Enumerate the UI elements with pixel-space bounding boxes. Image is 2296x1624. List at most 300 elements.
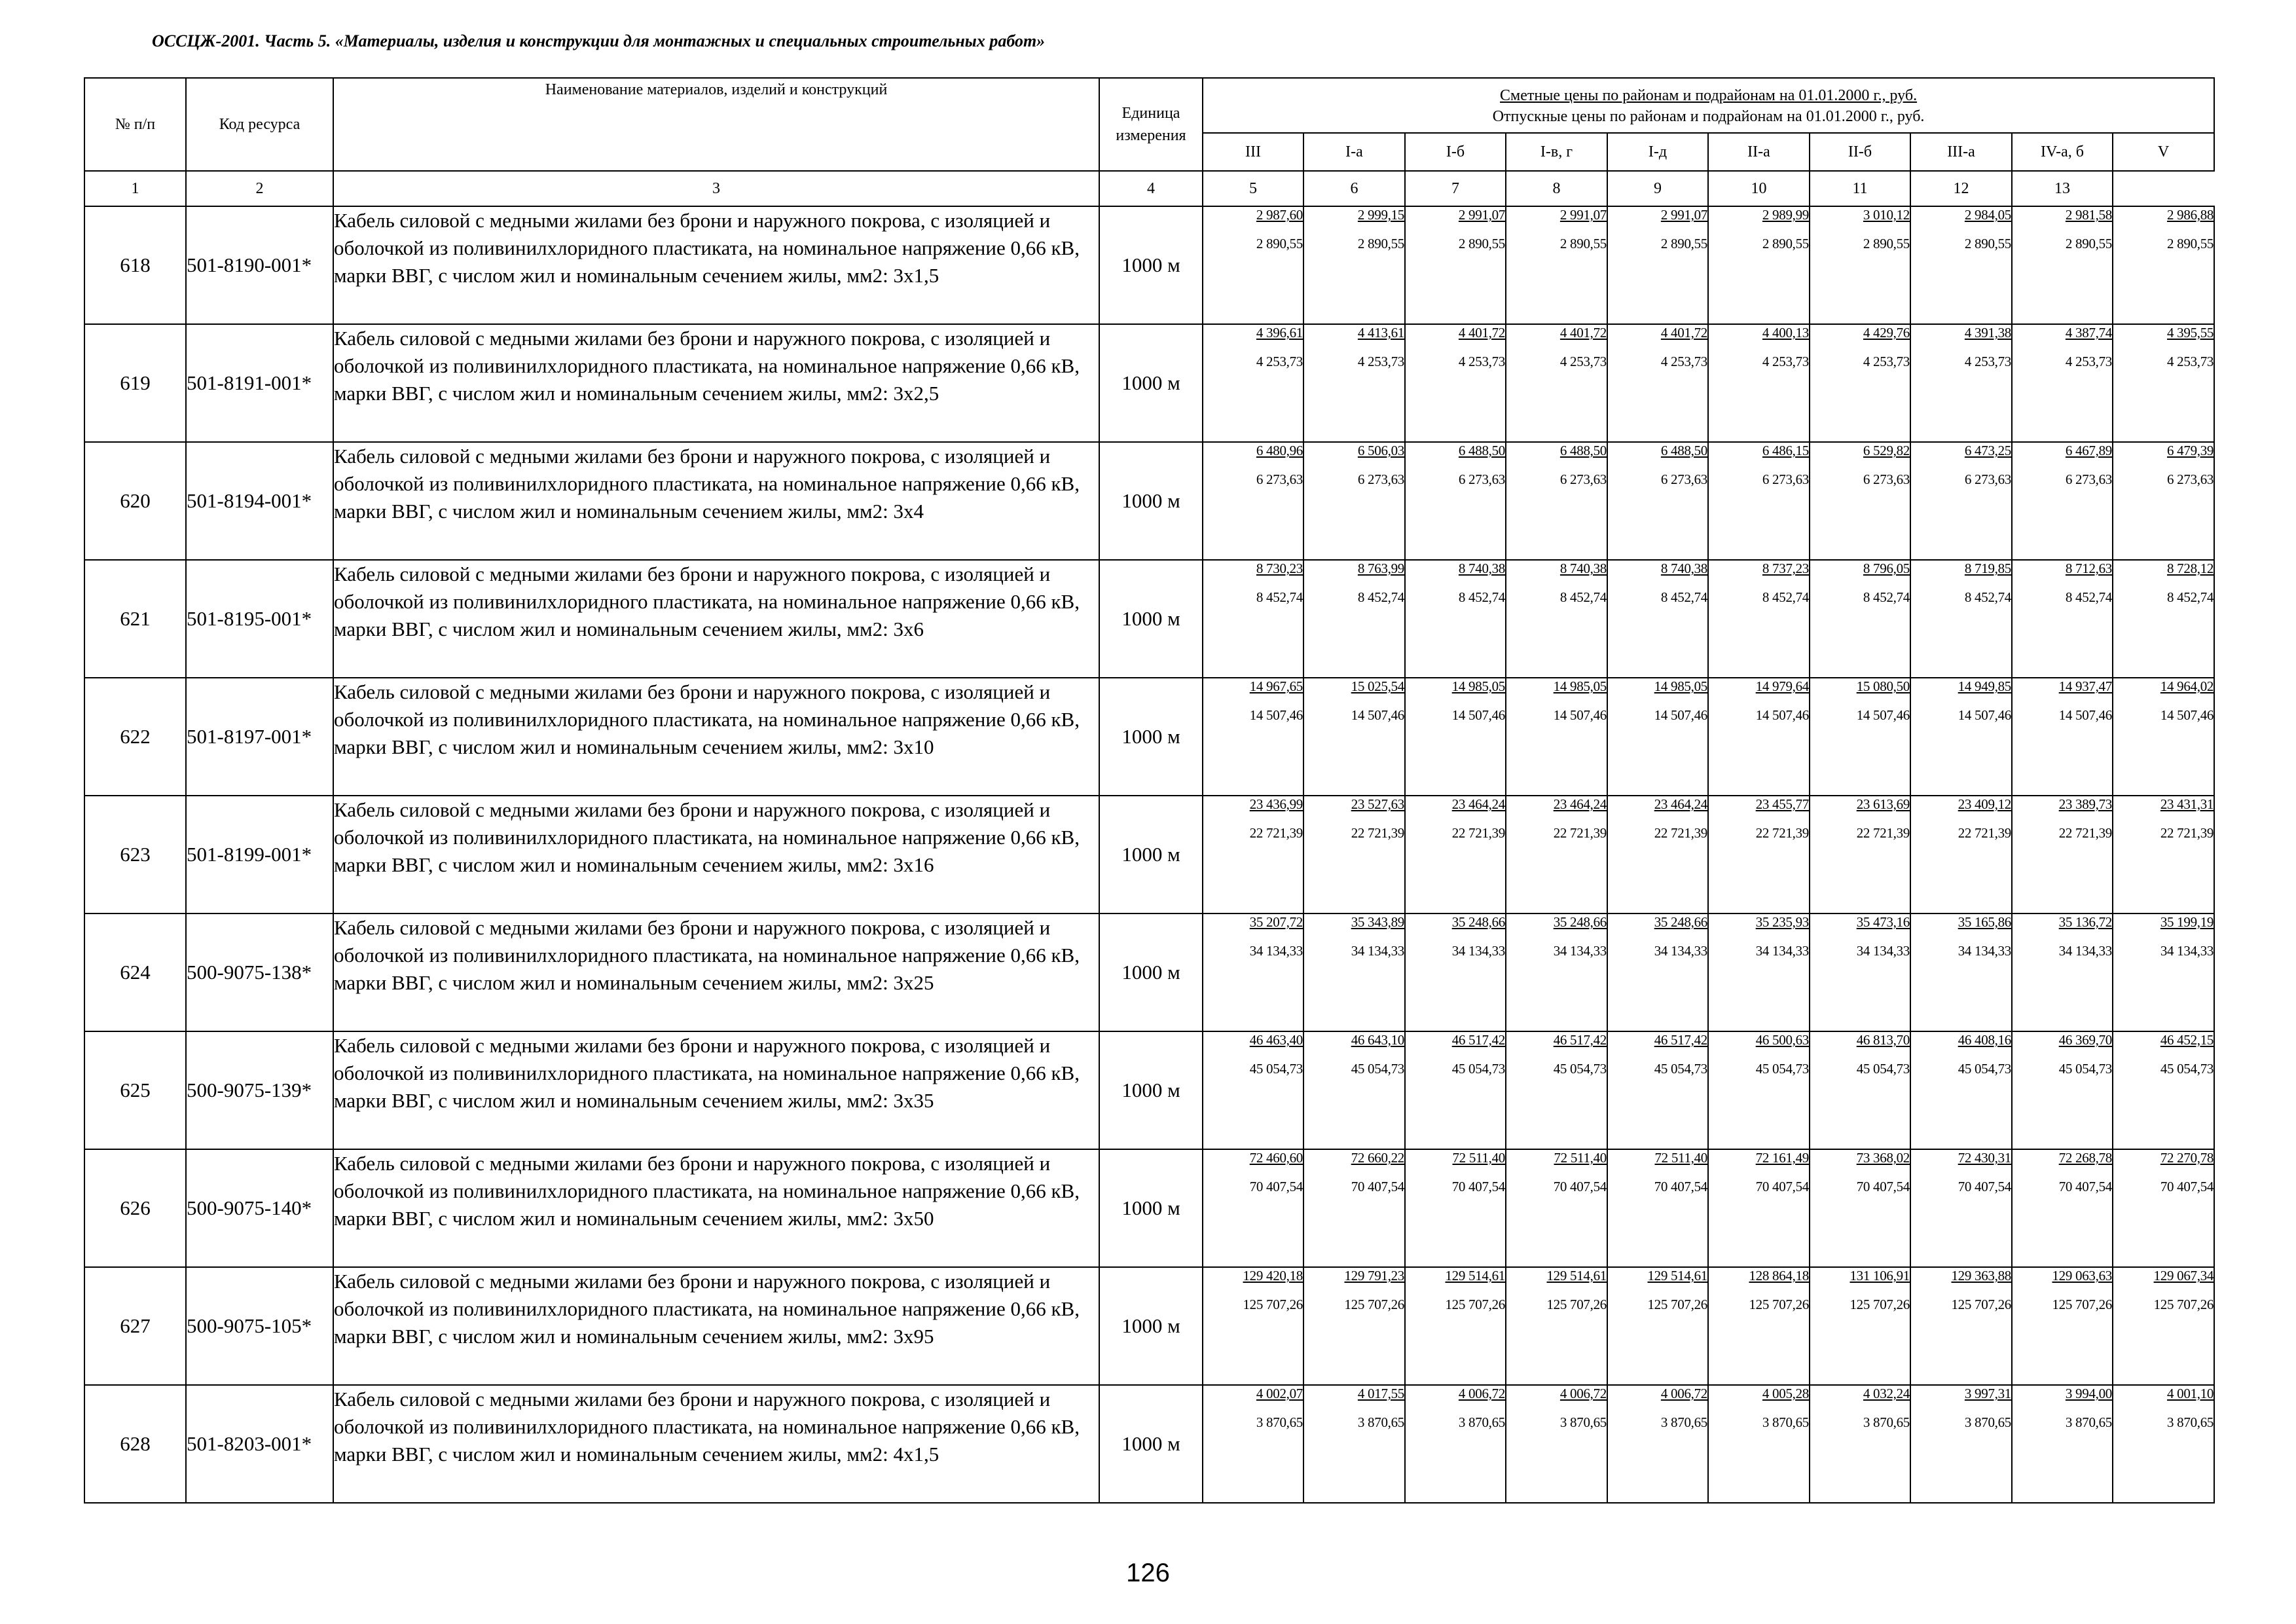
price-cell xyxy=(1303,796,1405,913)
price-cell xyxy=(1506,560,1607,678)
price-cell xyxy=(1303,206,1405,324)
release-price: 125 707,26 xyxy=(1850,1297,1910,1312)
release-price: 6 273,63 xyxy=(1559,471,1607,487)
price-cell xyxy=(2012,560,2113,678)
price-cell xyxy=(1506,1031,1607,1149)
estimate-price: 46 517,42 xyxy=(1654,1032,1707,1048)
price-cell xyxy=(1810,1031,1910,1149)
region-header: III-а xyxy=(1910,133,2012,171)
price-cell xyxy=(1405,206,1506,324)
release-price: 14 507,46 xyxy=(1958,707,2011,723)
row-number: 627 xyxy=(84,1267,186,1385)
region-header: I-а xyxy=(1303,133,1405,171)
estimate-price: 4 401,72 xyxy=(1660,325,1707,341)
price-cell xyxy=(1810,324,1910,442)
estimate-price: 46 452,15 xyxy=(2160,1032,2214,1048)
release-price: 8 452,74 xyxy=(1357,589,1404,605)
unit-of-measure: 1000 м xyxy=(1099,1149,1203,1267)
price-cell xyxy=(1810,678,1910,796)
release-price: 70 407,54 xyxy=(1755,1179,1809,1194)
release-price: 125 707,26 xyxy=(1749,1297,1809,1312)
estimate-price: 35 199,19 xyxy=(2160,914,2214,930)
release-price: 70 407,54 xyxy=(1249,1179,1303,1194)
release-price: 3 870,65 xyxy=(1357,1414,1404,1430)
page-number: 126 xyxy=(1126,1559,1170,1587)
estimate-price: 8 730,23 xyxy=(1256,561,1303,576)
price-cell xyxy=(2012,1267,2113,1385)
release-price: 3 870,65 xyxy=(2065,1414,2112,1430)
estimate-price: 3 997,31 xyxy=(1964,1386,2011,1401)
estimate-price: 23 527,63 xyxy=(1351,796,1404,812)
estimate-price: 4 395,55 xyxy=(2167,325,2214,341)
release-price: 8 452,74 xyxy=(1458,589,1505,605)
release-price: 8 452,74 xyxy=(2167,589,2214,605)
estimate-price: 14 985,05 xyxy=(1451,678,1505,694)
price-cell xyxy=(1607,1031,1708,1149)
material-name: Кабель силовой с медными жилами без брони и наружного покрова, с изоляцией и оболочкой из поливинилхлоридного пластиката, на номинальное напряжение 0,66 кВ, марки ВВГ, с числом жил и номинальным сечением жилы, мм2: 3х4 xyxy=(333,442,1099,560)
release-price: 70 407,54 xyxy=(1451,1179,1505,1194)
header-code: Код ресурса xyxy=(186,78,333,171)
column-number: 10 xyxy=(1708,171,1810,206)
release-price: 6 273,63 xyxy=(1964,471,2011,487)
price-cell xyxy=(1607,560,1708,678)
price-cell xyxy=(1708,913,1810,1031)
unit-of-measure: 1000 м xyxy=(1099,1267,1203,1385)
price-cell xyxy=(1203,206,1303,324)
price-cell xyxy=(2113,913,2214,1031)
region-header: IV-а, б xyxy=(2012,133,2113,171)
estimate-price: 2 991,07 xyxy=(1559,207,1607,223)
material-name: Кабель силовой с медными жилами без брони и наружного покрова, с изоляцией и оболочкой из поливинилхлоридного пластиката, на номинальное напряжение 0,66 кВ, марки ВВГ, с числом жил и номинальным сечением жилы, мм2: 3х10 xyxy=(333,678,1099,796)
price-cell xyxy=(1708,560,1810,678)
release-price: 4 253,73 xyxy=(1357,354,1404,369)
price-cell xyxy=(1506,678,1607,796)
release-price: 22 721,39 xyxy=(2160,825,2214,841)
estimate-price: 129 514,61 xyxy=(1647,1268,1707,1283)
estimate-price: 8 712,63 xyxy=(2065,561,2112,576)
estimate-price: 72 511,40 xyxy=(1654,1150,1707,1166)
price-cell xyxy=(2113,1267,2214,1385)
column-number: 2 xyxy=(186,171,333,206)
resource-code: 501-8199-001* xyxy=(186,796,333,913)
price-cell xyxy=(2012,442,2113,560)
column-number: 3 xyxy=(333,171,1099,206)
row-number: 625 xyxy=(84,1031,186,1149)
release-price: 14 507,46 xyxy=(1755,707,1809,723)
header-prices-estimate: Сметные цены по районам и подрайонам на 01.01.2000 г., руб. xyxy=(1500,87,1918,104)
estimate-price: 8 740,38 xyxy=(1559,561,1607,576)
table-row xyxy=(84,913,2214,1031)
release-price: 2 890,55 xyxy=(1357,236,1404,251)
table-body xyxy=(84,206,2214,1503)
resource-code: 500-9075-105* xyxy=(186,1267,333,1385)
release-price: 70 407,54 xyxy=(1553,1179,1607,1194)
resource-code: 500-9075-140* xyxy=(186,1149,333,1267)
estimate-price: 4 387,74 xyxy=(2065,325,2112,341)
release-price: 4 253,73 xyxy=(2065,354,2112,369)
material-name: Кабель силовой с медными жилами без брони и наружного покрова, с изоляцией и оболочкой из поливинилхлоридного пластиката, на номинальное напряжение 0,66 кВ, марки ВВГ, с числом жил и номинальным сечением жилы, мм2: 3х50 xyxy=(333,1149,1099,1267)
release-price: 8 452,74 xyxy=(1964,589,2011,605)
release-price: 34 134,33 xyxy=(1249,943,1303,959)
table-row xyxy=(84,560,2214,678)
release-price: 3 870,65 xyxy=(1863,1414,1910,1430)
row-number: 628 xyxy=(84,1385,186,1503)
price-cell xyxy=(1303,913,1405,1031)
price-cell xyxy=(1303,1385,1405,1503)
release-price: 34 134,33 xyxy=(1553,943,1607,959)
estimate-price: 35 248,66 xyxy=(1654,914,1707,930)
price-cell xyxy=(1910,913,2012,1031)
release-price: 22 721,39 xyxy=(1856,825,1910,841)
release-price: 4 253,73 xyxy=(1559,354,1607,369)
release-price: 70 407,54 xyxy=(1856,1179,1910,1194)
price-cell xyxy=(2012,206,2113,324)
release-price: 14 507,46 xyxy=(1654,707,1707,723)
estimate-price: 35 343,89 xyxy=(1351,914,1404,930)
row-number: 621 xyxy=(84,560,186,678)
table-row xyxy=(84,324,2214,442)
estimate-price: 4 005,28 xyxy=(1762,1386,1809,1401)
resource-code: 501-8197-001* xyxy=(186,678,333,796)
release-price: 125 707,26 xyxy=(1546,1297,1607,1312)
column-number: 7 xyxy=(1405,171,1506,206)
price-cell xyxy=(1607,678,1708,796)
estimate-price: 23 389,73 xyxy=(2058,796,2112,812)
estimate-price: 14 937,47 xyxy=(2058,678,2112,694)
row-number: 619 xyxy=(84,324,186,442)
estimate-price: 23 613,69 xyxy=(1856,796,1910,812)
price-cell xyxy=(1708,206,1810,324)
estimate-price: 4 429,76 xyxy=(1863,325,1910,341)
release-price: 6 273,63 xyxy=(1357,471,1404,487)
estimate-price: 46 643,10 xyxy=(1351,1032,1404,1048)
estimate-price: 15 080,50 xyxy=(1856,678,1910,694)
region-header: I-в, г xyxy=(1506,133,1607,171)
estimate-price: 72 660,22 xyxy=(1351,1150,1404,1166)
price-cell xyxy=(1910,442,2012,560)
unit-of-measure: 1000 м xyxy=(1099,678,1203,796)
estimate-price: 35 248,66 xyxy=(1553,914,1607,930)
price-cell xyxy=(1607,442,1708,560)
release-price: 14 507,46 xyxy=(1249,707,1303,723)
estimate-price: 4 391,38 xyxy=(1964,325,2011,341)
row-number: 626 xyxy=(84,1149,186,1267)
resource-code: 501-8203-001* xyxy=(186,1385,333,1503)
estimate-price: 46 517,42 xyxy=(1451,1032,1505,1048)
price-cell xyxy=(1708,1031,1810,1149)
header-row xyxy=(84,78,2214,133)
release-price: 8 452,74 xyxy=(2065,589,2112,605)
table-row xyxy=(84,1031,2214,1149)
release-price: 8 452,74 xyxy=(1559,589,1607,605)
release-price: 34 134,33 xyxy=(2058,943,2112,959)
estimate-price: 129 514,61 xyxy=(1546,1268,1607,1283)
material-name: Кабель силовой с медными жилами без брони и наружного покрова, с изоляцией и оболочкой из поливинилхлоридного пластиката, на номинальное напряжение 0,66 кВ, марки ВВГ, с числом жил и номинальным сечением жилы, мм2: 3х95 xyxy=(333,1267,1099,1385)
release-price: 6 273,63 xyxy=(1762,471,1809,487)
material-name: Кабель силовой с медными жилами без брони и наружного покрова, с изоляцией и оболочкой из поливинилхлоридного пластиката, на номинальное напряжение 0,66 кВ, марки ВВГ, с числом жил и номинальным сечением жилы, мм2: 4х1,5 xyxy=(333,1385,1099,1503)
release-price: 70 407,54 xyxy=(1654,1179,1707,1194)
price-cell xyxy=(1910,206,2012,324)
column-number: 9 xyxy=(1607,171,1708,206)
price-cell xyxy=(1708,1149,1810,1267)
estimate-price: 8 796,05 xyxy=(1863,561,1910,576)
release-price: 3 870,65 xyxy=(1762,1414,1809,1430)
price-cell xyxy=(2113,1031,2214,1149)
estimate-price: 15 025,54 xyxy=(1351,678,1404,694)
release-price: 125 707,26 xyxy=(2052,1297,2112,1312)
price-cell xyxy=(1708,796,1810,913)
release-price: 4 253,73 xyxy=(1660,354,1707,369)
estimate-price: 6 479,39 xyxy=(2167,443,2214,458)
column-number: 8 xyxy=(1506,171,1607,206)
price-cell xyxy=(1607,1385,1708,1503)
estimate-price: 6 473,25 xyxy=(1964,443,2011,458)
table-row xyxy=(84,1385,2214,1503)
estimate-price: 46 463,40 xyxy=(1249,1032,1303,1048)
price-cell xyxy=(1810,442,1910,560)
release-price: 45 054,73 xyxy=(1755,1061,1809,1077)
price-cell xyxy=(1303,442,1405,560)
estimate-price: 14 985,05 xyxy=(1654,678,1707,694)
resource-code: 500-9075-139* xyxy=(186,1031,333,1149)
price-cell xyxy=(1506,1149,1607,1267)
release-price: 3 870,65 xyxy=(1256,1414,1303,1430)
release-price: 4 253,73 xyxy=(1458,354,1505,369)
header-unit: Единица измерения xyxy=(1099,78,1203,171)
estimate-price: 2 981,58 xyxy=(2065,207,2112,223)
material-name: Кабель силовой с медными жилами без брони и наружного покрова, с изоляцией и оболочкой из поливинилхлоридного пластиката, на номинальное напряжение 0,66 кВ, марки ВВГ, с числом жил и номинальным сечением жилы, мм2: 3х35 xyxy=(333,1031,1099,1149)
estimate-price: 6 467,89 xyxy=(2065,443,2112,458)
release-price: 2 890,55 xyxy=(1762,236,1809,251)
row-number: 622 xyxy=(84,678,186,796)
estimate-price: 4 413,61 xyxy=(1357,325,1404,341)
release-price: 6 273,63 xyxy=(1458,471,1505,487)
estimate-price: 4 401,72 xyxy=(1559,325,1607,341)
release-price: 34 134,33 xyxy=(1856,943,1910,959)
page-header-title: ОССЦЖ-2001. Часть 5. «Материалы, изделия и конструкции для монтажных и специальных строительных работ» xyxy=(152,31,1046,50)
price-cell xyxy=(1607,796,1708,913)
estimate-price: 23 464,24 xyxy=(1553,796,1607,812)
price-cell xyxy=(1203,1149,1303,1267)
estimate-price: 35 235,93 xyxy=(1755,914,1809,930)
release-price: 45 054,73 xyxy=(1654,1061,1707,1077)
estimate-price: 8 719,85 xyxy=(1964,561,2011,576)
release-price: 34 134,33 xyxy=(1755,943,1809,959)
release-price: 34 134,33 xyxy=(1351,943,1404,959)
release-price: 4 253,73 xyxy=(1256,354,1303,369)
estimate-price: 4 006,72 xyxy=(1458,1386,1505,1401)
estimate-price: 72 270,78 xyxy=(2160,1150,2214,1166)
table-row xyxy=(84,442,2214,560)
header-prices xyxy=(1203,78,2214,133)
estimate-price: 6 506,03 xyxy=(1357,443,1404,458)
estimate-price: 23 464,24 xyxy=(1451,796,1505,812)
release-price: 6 273,63 xyxy=(1660,471,1707,487)
price-cell xyxy=(1405,324,1506,442)
column-number: 13 xyxy=(2012,171,2113,206)
estimate-price: 23 436,99 xyxy=(1249,796,1303,812)
price-cell xyxy=(2012,324,2113,442)
price-cell xyxy=(1910,678,2012,796)
estimate-price: 2 987,60 xyxy=(1256,207,1303,223)
release-price: 125 707,26 xyxy=(1445,1297,1505,1312)
release-price: 34 134,33 xyxy=(2160,943,2214,959)
release-price: 125 707,26 xyxy=(2153,1297,2214,1312)
release-price: 45 054,73 xyxy=(2058,1061,2112,1077)
estimate-price: 4 001,10 xyxy=(2167,1386,2214,1401)
estimate-price: 2 989,99 xyxy=(1762,207,1809,223)
column-number: 1 xyxy=(84,171,186,206)
unit-of-measure: 1000 м xyxy=(1099,206,1203,324)
price-cell xyxy=(1810,206,1910,324)
price-cell xyxy=(1506,796,1607,913)
price-cell xyxy=(1203,678,1303,796)
price-cell xyxy=(1708,324,1810,442)
unit-of-measure: 1000 м xyxy=(1099,796,1203,913)
estimate-price: 14 979,64 xyxy=(1755,678,1809,694)
release-price: 22 721,39 xyxy=(1351,825,1404,841)
column-number: 5 xyxy=(1203,171,1303,206)
estimate-price: 129 514,61 xyxy=(1445,1268,1505,1283)
release-price: 2 890,55 xyxy=(1964,236,2011,251)
column-number: 12 xyxy=(1910,171,2012,206)
price-cell xyxy=(1303,1031,1405,1149)
estimate-price: 129 420,18 xyxy=(1243,1268,1303,1283)
release-price: 3 870,65 xyxy=(2167,1414,2214,1430)
estimate-price: 72 460,60 xyxy=(1249,1150,1303,1166)
price-cell xyxy=(2113,1149,2214,1267)
resource-code: 501-8190-001* xyxy=(186,206,333,324)
price-cell xyxy=(1810,913,1910,1031)
region-header: I-б xyxy=(1405,133,1506,171)
price-cell xyxy=(1203,1267,1303,1385)
price-cell xyxy=(1303,560,1405,678)
price-cell xyxy=(2012,1149,2113,1267)
price-cell xyxy=(1910,324,2012,442)
release-price: 6 273,63 xyxy=(1256,471,1303,487)
release-price: 22 721,39 xyxy=(1755,825,1809,841)
estimate-price: 46 408,16 xyxy=(1958,1032,2011,1048)
release-price: 22 721,39 xyxy=(1958,825,2011,841)
estimate-price: 23 409,12 xyxy=(1958,796,2011,812)
resource-code: 500-9075-138* xyxy=(186,913,333,1031)
region-header: V xyxy=(2113,133,2214,171)
price-cell xyxy=(2113,442,2214,560)
price-cell xyxy=(1303,324,1405,442)
release-price: 70 407,54 xyxy=(1958,1179,2011,1194)
release-price: 45 054,73 xyxy=(1351,1061,1404,1077)
price-cell xyxy=(1810,1267,1910,1385)
estimate-price: 4 396,61 xyxy=(1256,325,1303,341)
release-price: 45 054,73 xyxy=(1958,1061,2011,1077)
column-number-row xyxy=(84,171,2214,206)
estimate-price: 4 401,72 xyxy=(1458,325,1505,341)
unit-of-measure: 1000 м xyxy=(1099,324,1203,442)
price-cell xyxy=(1810,560,1910,678)
unit-of-measure: 1000 м xyxy=(1099,560,1203,678)
release-price: 45 054,73 xyxy=(2160,1061,2214,1077)
resource-code: 501-8191-001* xyxy=(186,324,333,442)
price-cell xyxy=(1607,206,1708,324)
release-price: 2 890,55 xyxy=(1559,236,1607,251)
price-cell xyxy=(2012,913,2113,1031)
price-cell xyxy=(1506,913,1607,1031)
price-cell xyxy=(1405,1267,1506,1385)
release-price: 4 253,73 xyxy=(2167,354,2214,369)
release-price: 34 134,33 xyxy=(1958,943,2011,959)
release-price: 4 253,73 xyxy=(1964,354,2011,369)
estimate-price: 8 763,99 xyxy=(1357,561,1404,576)
estimate-price: 6 529,82 xyxy=(1863,443,1910,458)
price-cell xyxy=(1506,1267,1607,1385)
estimate-price: 8 737,23 xyxy=(1762,561,1809,576)
material-name: Кабель силовой с медными жилами без брони и наружного покрова, с изоляцией и оболочкой из поливинилхлоридного пластиката, на номинальное напряжение 0,66 кВ, марки ВВГ, с числом жил и номинальным сечением жилы, мм2: 3х1,5 xyxy=(333,206,1099,324)
price-cell xyxy=(1910,560,2012,678)
resource-code: 501-8194-001* xyxy=(186,442,333,560)
release-price: 8 452,74 xyxy=(1660,589,1707,605)
estimate-price: 128 864,18 xyxy=(1749,1268,1809,1283)
release-price: 3 870,65 xyxy=(1458,1414,1505,1430)
estimate-price: 46 500,63 xyxy=(1755,1032,1809,1048)
estimate-price: 14 949,85 xyxy=(1958,678,2011,694)
release-price: 2 890,55 xyxy=(1458,236,1505,251)
price-cell xyxy=(2113,324,2214,442)
region-header: III xyxy=(1203,133,1303,171)
price-cell xyxy=(1910,1385,2012,1503)
estimate-price: 35 136,72 xyxy=(2058,914,2112,930)
release-price: 125 707,26 xyxy=(1344,1297,1404,1312)
price-cell xyxy=(2012,796,2113,913)
estimate-price: 72 268,78 xyxy=(2058,1150,2112,1166)
price-cell xyxy=(2012,678,2113,796)
release-price: 2 890,55 xyxy=(1863,236,1910,251)
release-price: 14 507,46 xyxy=(1856,707,1910,723)
row-number: 618 xyxy=(84,206,186,324)
price-cell xyxy=(1506,442,1607,560)
price-cell xyxy=(1203,1031,1303,1149)
estimate-price: 6 488,50 xyxy=(1559,443,1607,458)
release-price: 8 452,74 xyxy=(1256,589,1303,605)
release-price: 34 134,33 xyxy=(1654,943,1707,959)
row-number: 620 xyxy=(84,442,186,560)
release-price: 2 890,55 xyxy=(1256,236,1303,251)
region-header: II-б xyxy=(1810,133,1910,171)
release-price: 14 507,46 xyxy=(1451,707,1505,723)
price-cell xyxy=(2012,1031,2113,1149)
estimate-price: 72 511,40 xyxy=(1554,1150,1607,1166)
release-price: 2 890,55 xyxy=(1660,236,1707,251)
estimate-price: 4 006,72 xyxy=(1559,1386,1607,1401)
estimate-price: 4 002,07 xyxy=(1256,1386,1303,1401)
price-cell xyxy=(1405,560,1506,678)
unit-of-measure: 1000 м xyxy=(1099,1385,1203,1503)
release-price: 22 721,39 xyxy=(1249,825,1303,841)
estimate-price: 6 486,15 xyxy=(1762,443,1809,458)
price-cell xyxy=(1203,913,1303,1031)
price-cell xyxy=(1910,1149,2012,1267)
estimate-price: 46 813,70 xyxy=(1856,1032,1910,1048)
unit-of-measure: 1000 м xyxy=(1099,1031,1203,1149)
resource-code: 501-8195-001* xyxy=(186,560,333,678)
estimate-price: 72 161,49 xyxy=(1755,1150,1809,1166)
price-cell xyxy=(1203,324,1303,442)
price-cell xyxy=(1708,678,1810,796)
estimate-price: 2 999,15 xyxy=(1357,207,1404,223)
release-price: 8 452,74 xyxy=(1863,589,1910,605)
price-cell xyxy=(1203,796,1303,913)
estimate-price: 35 248,66 xyxy=(1451,914,1505,930)
release-price: 3 870,65 xyxy=(1660,1414,1707,1430)
